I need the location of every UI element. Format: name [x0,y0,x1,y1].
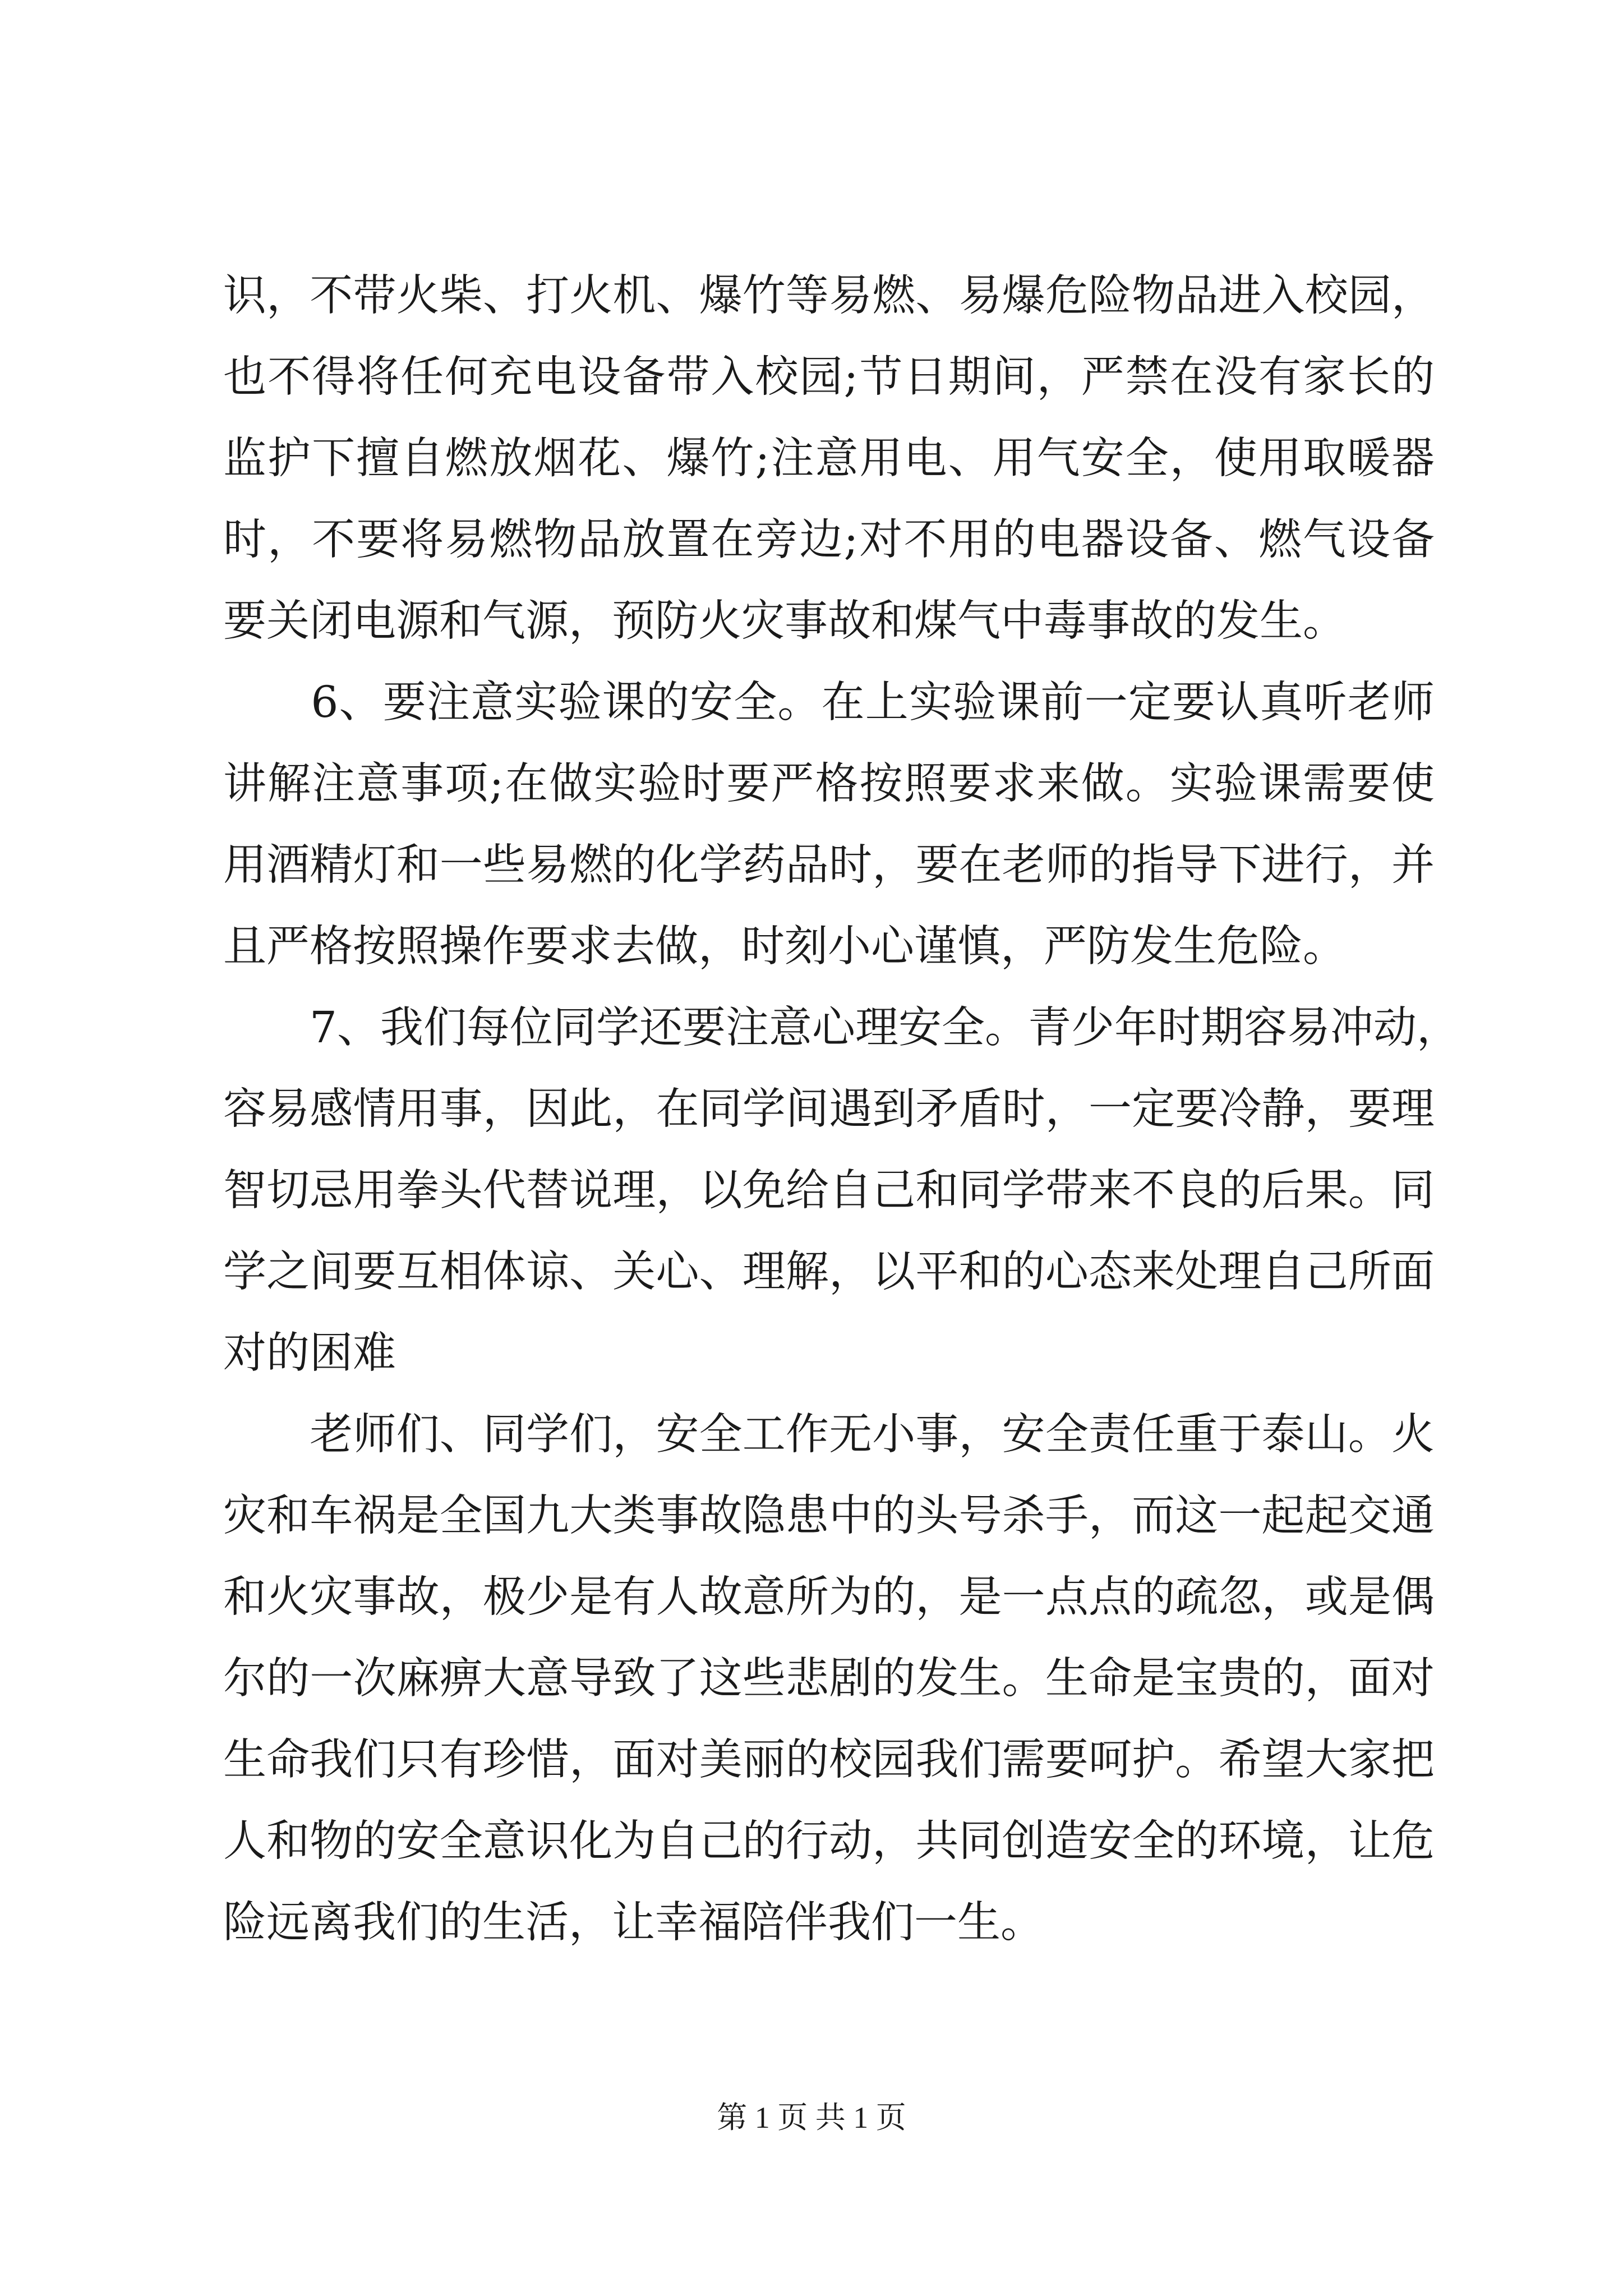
text-line: 识，不带火柴、打火机、爆竹等易燃、易爆危险物品进入校园， [223,271,1435,321]
text-line: 尔的一次麻痹大意导致了这些悲剧的发生。生命是宝贵的，面对 [223,1654,1435,1704]
text-line: 险远离我们的生活，让幸福陪伴我们一生。 [223,1898,1044,1948]
text-line: 监护下擅自燃放烟花、爆竹;注意用电、用气安全，使用取暖器 [223,434,1435,484]
text-line: 7、我们每位同学还要注意心理安全。青少年时期容易冲动， [223,1003,1460,1053]
text-line: 学之间要互相体谅、关心、理解，以平和的心态来处理自己所面 [223,1247,1435,1297]
text-line: 且严格按照操作要求去做，时刻小心谨慎，严防发生危险。 [223,922,1346,972]
text-line: 用酒精灯和一些易燃的化学药品时，要在老师的指导下进行，并 [223,840,1435,890]
text-line: 灾和车祸是全国九大类事故隐患中的头号杀手，而这一起起交通 [223,1491,1435,1541]
text-line: 对的困难 [223,1328,396,1378]
text-line: 要关闭电源和气源，预防火灾事故和煤气中毒事故的发生。 [223,596,1346,646]
text-line: 6、要注意实验课的安全。在上实验课前一定要认真听老师 [223,678,1435,728]
text-line: 讲解注意事项;在做实验时要严格按照要求来做。实验课需要使 [223,759,1435,809]
text-line: 和火灾事故，极少是有人故意所为的，是一点点的疏忽，或是偶 [223,1572,1435,1622]
body-text [223,255,1460,1963]
text-line: 智切忌用拳头代替说理，以免给自己和同学带来不良的后果。同 [223,1166,1435,1216]
text-line: 生命我们只有珍惜，面对美丽的校园我们需要呵护。希望大家把 [223,1735,1435,1785]
text-line: 容易感情用事，因此，在同学间遇到矛盾时，一定要冷静，要理 [223,1084,1435,1134]
text-line: 人和物的安全意识化为自己的行动，共同创造安全的环境，让危 [223,1816,1435,1866]
text-line: 也不得将任何充电设备带入校园;节日期间，严禁在没有家长的 [223,352,1435,402]
text-line: 时，不要将易燃物品放置在旁边;对不用的电器设备、燃气设备 [223,515,1435,565]
page-footer: 第 1 页 共 1 页 [717,2101,906,2134]
text-line: 老师们、同学们，安全工作无小事，安全责任重于泰山。火 [223,1410,1435,1460]
